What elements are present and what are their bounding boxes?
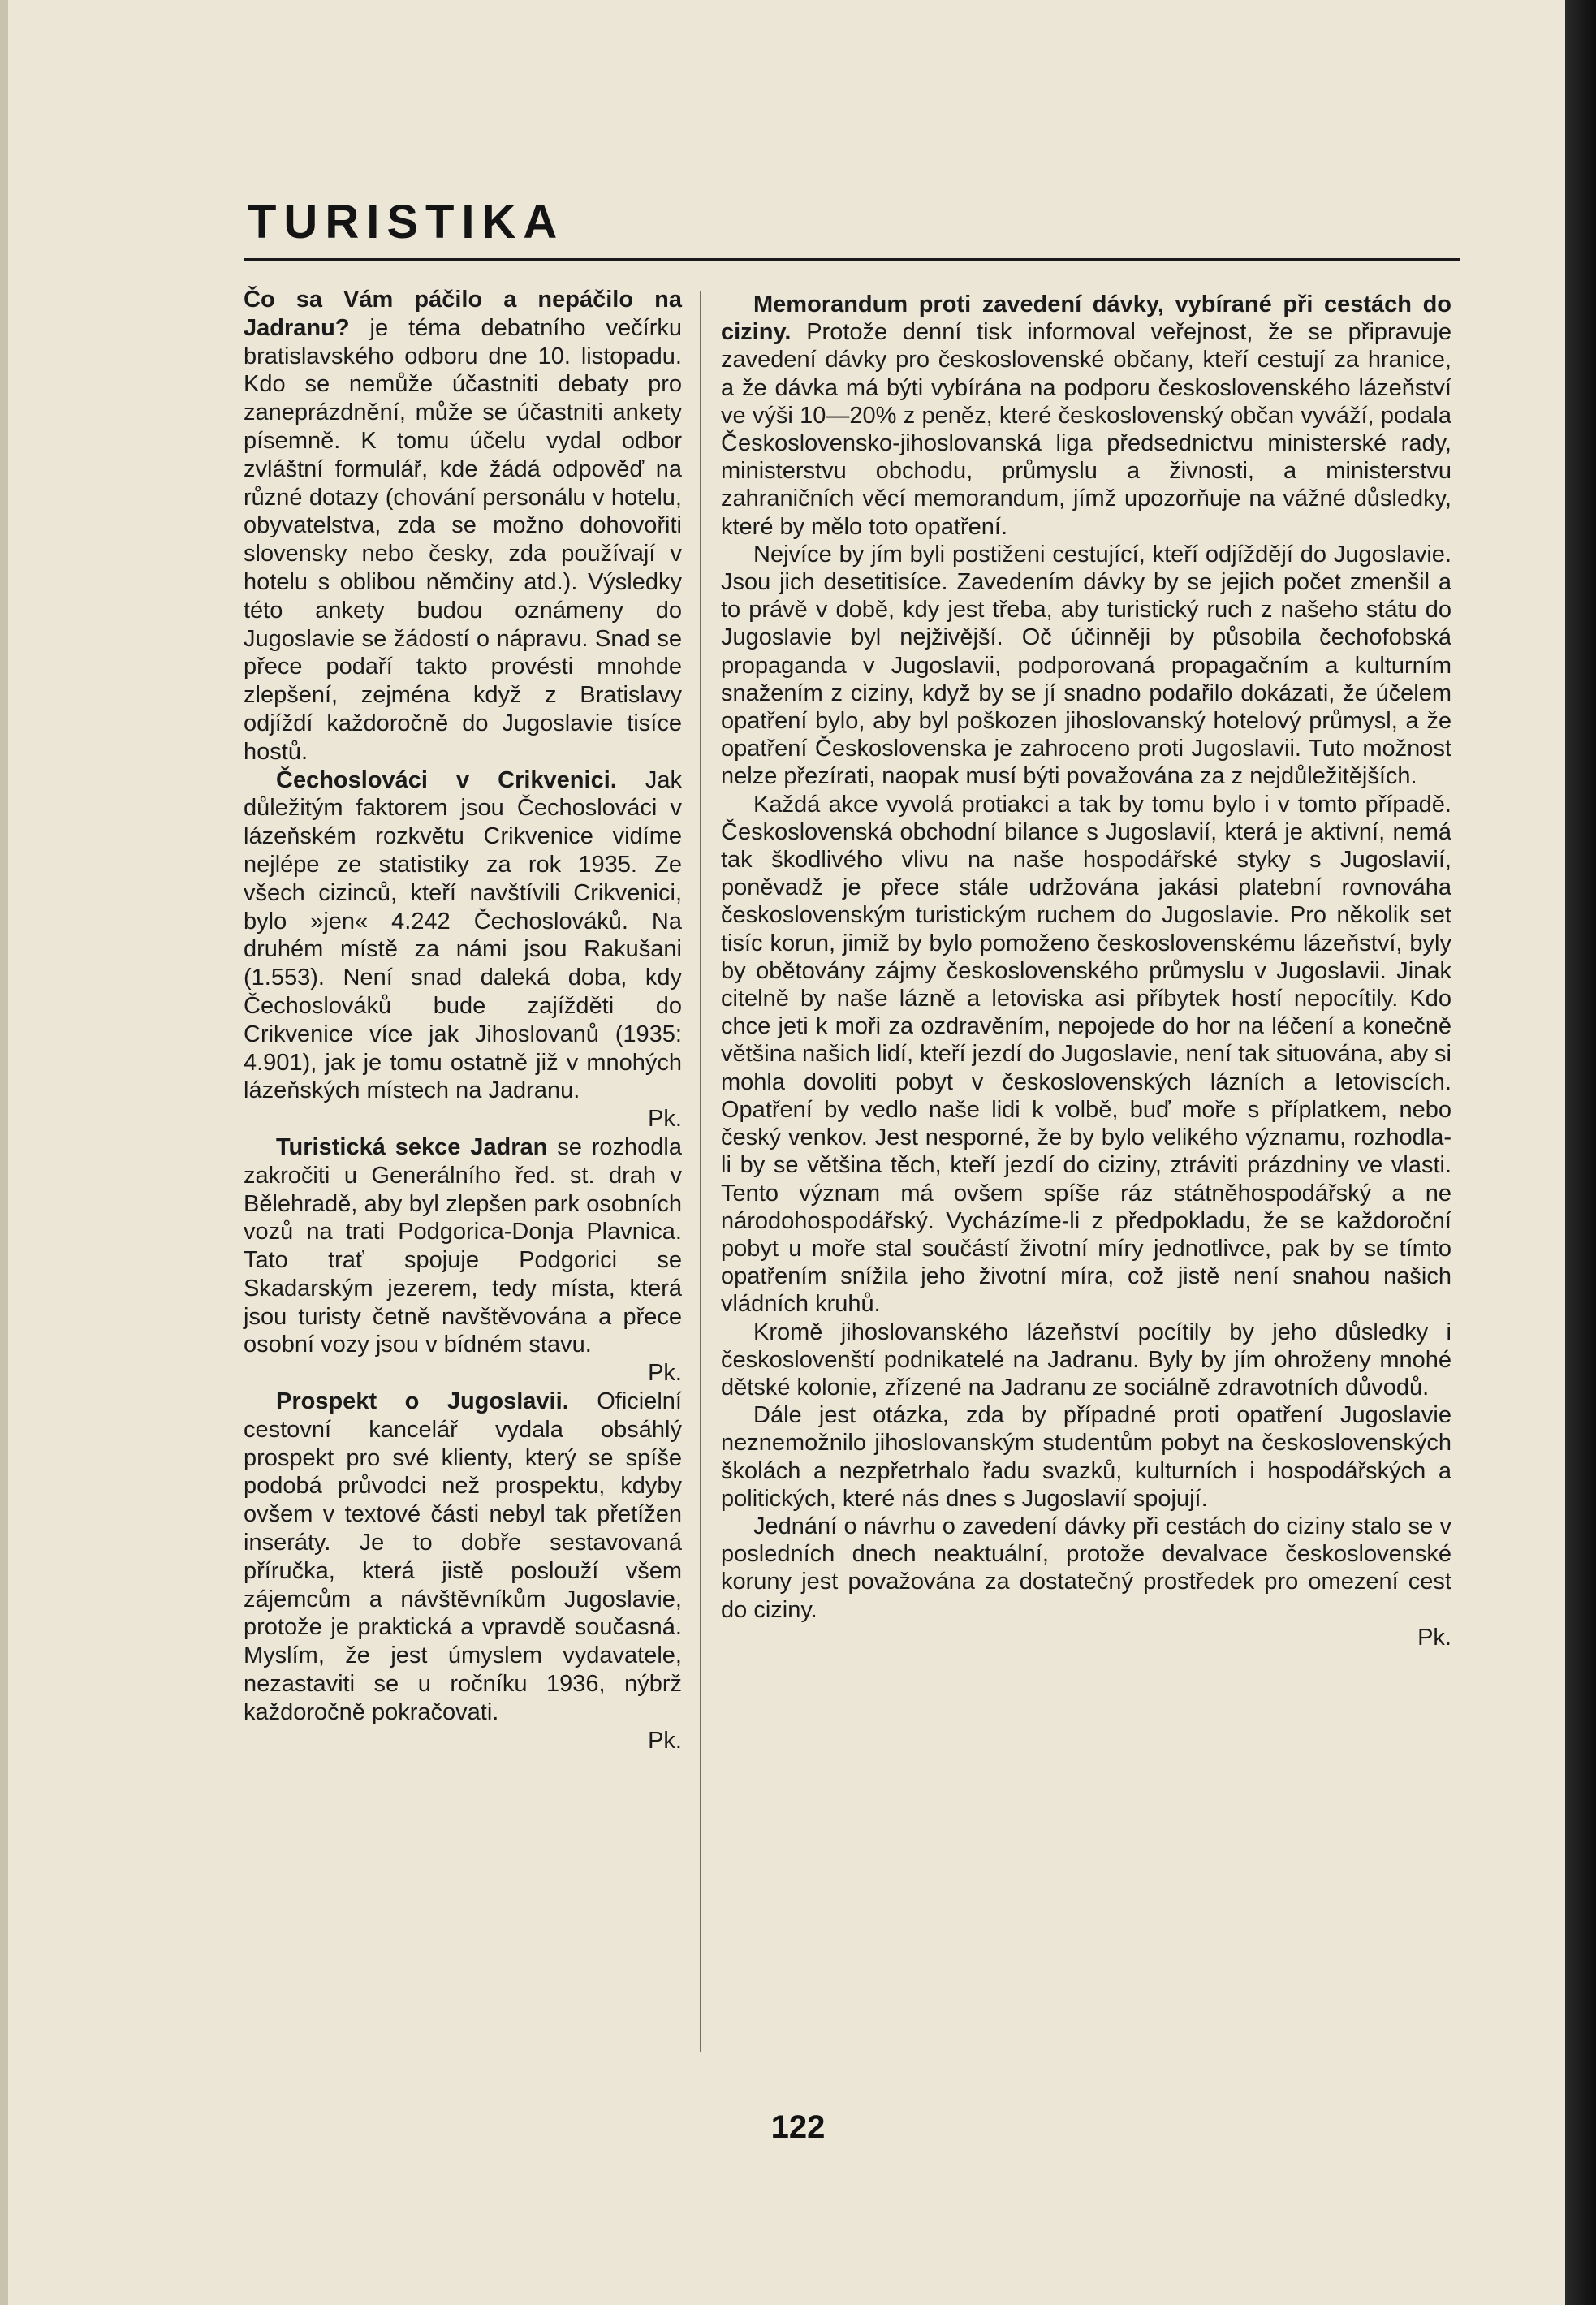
article-3 — [244, 1133, 682, 1388]
memorandum-p6 — [721, 1513, 1451, 1651]
right-column — [721, 291, 1451, 1651]
article-2-title: Čechoslováci v Crikvenici. — [276, 766, 617, 793]
memorandum-signature: Pk. — [1417, 1624, 1451, 1651]
memorandum-p2: Nejvíce by jím byli postiženi cestující, kteří odjíždějí do Jugoslavie. Jsou jich desetitisíce. Zavedením dávky by se jejich počet zmenšil a to právě v době, kdy jest třeba, aby turistický ruch z našeho státu do Jugoslavie byl nejživější. Oč účinněji by působila čechofobská propaganda v Jugoslavii, podporovaná propagačním a kulturním snažením z ciziny, když by se jí snadno podařilo dokázati, že účelem opatření bylo, aby byl poškozen jihoslovanský hotelový průmysl, a že opatření Československa je zahroceno proti Jugoslavii. Tuto možnost nelze přezírati, naopak musí býti považována za z nejdůležitějších. — [721, 541, 1451, 790]
section-title: TURISTIKA — [248, 196, 565, 248]
article-4-signature: Pk. — [648, 1727, 682, 1754]
page-binding-shadow — [1565, 0, 1596, 2305]
left-column — [244, 286, 682, 1755]
header-rule — [244, 258, 1460, 261]
article-1-title: Čo sa Vám páčilo a nepáčilo na Jadranu? — [244, 287, 682, 341]
page-left-edge — [0, 0, 8, 2305]
article-2-signature: Pk. — [648, 1106, 682, 1133]
article-4-title: Prospekt o Jugoslavii. — [276, 1388, 569, 1415]
memorandum-p5: Dále jest otázka, zda by případné proti opatření Jugoslavie neznemožnilo jihoslovanským studentům pobyt na československých školách a nezpřetrhalo řadu svazků, kulturních i hospodářských a politických, které nás dnes s Jugoslavií spojují. — [721, 1402, 1451, 1512]
article-3-text: se rozhodla zakročiti u Generálního řed. st. drah v Bělehradě, aby byl zlepšen park osobních vozů na trati Podgorica-Donja Plavnica. Tato trať spojuje Podgorici se Skadarským jezerem, tedy místa, která jsou turisty četně navštěvována a přece osobní vozy jsou v bídném stavu. — [244, 1133, 683, 1358]
page-number: 122 — [770, 2109, 826, 2145]
article-1 — [244, 286, 682, 766]
article-2 — [244, 766, 682, 1133]
memorandum-p1 — [721, 291, 1451, 541]
memorandum-p6-text: Jednání o návrhu o zavedení dávky při cestách do ciziny stalo se v posledních dnech neaktuální, protože devalvace československé koruny jest považována za dostatečný prostředek pro omezení cest do ciziny. — [721, 1513, 1451, 1623]
memorandum-p1-text: Protože denní tisk informoval veřejnost, že se připravuje zavedení dávky pro československé občany, kteří cestují za hranice, a že dávka má býti vybírána na podporu československého lázeňství ve výši 10—20% z peněz, které československý občan vyváží, podala Československo-jihoslovanská liga předsednictvu ministerské rady, ministerstvu obchodu, průmyslu a živnosti, a ministerstvu zahraničních věcí memorandum, jímž upozorňuje na vážné důsledky, které by mělo toto opatření. — [721, 319, 1452, 540]
article-4-text: Oficielní cestovní kancelář vydala obsáhlý prospekt pro své klienty, který se spíše podobá průvodci než prospektu, kdyby ovšem v textové části nebyl tak přetížen inseráty. Je to dobře sestavovaná příručka, která jistě poslouží všem zájemcům a návštěvníkům Jugoslavie, protože je praktická a vpravdě současná. Myslím, že jest úmyslem vydavatele, nezastaviti se u ročníku 1936, nýbrž každoročně pokračovati. — [244, 1388, 682, 1725]
article-1-text: je téma debatního večírku bratislavského odboru dne 10. listopadu. Kdo se nemůže účastniti debaty pro zaneprázdnění, může se účastniti ankety písemně. K tomu účelu vydal odbor zvláštní formulář, kde žádá odpověď na různé dotazy (chování personálu v hotelu, obyvatelstva, zda se možno dohovořiti slovensky nebo česky, zda používají v hotelu s oblibou němčiny atd.). Výsledky této ankety budou oznámeny do Jugoslavie se žádostí o nápravu. Snad se přece podaří takto provésti mnohde zlepšení, zejména když z Bratislavy odjíždí každoročně do Jugoslavie tisíce hostů. — [244, 314, 682, 765]
article-3-title: Turistická sekce Jadran — [276, 1133, 548, 1160]
column-divider — [700, 291, 701, 2052]
memorandum-p3: Každá akce vyvolá protiakci a tak by tomu bylo i v tomto případě. Československá obchodní bilance s Jugoslavií, která je aktivní, nemá tak škodlivého vlivu na naše hospodářské styky s Jugoslavií, poněvadž je přece stále udržována jakási platební rovnováha československým turistickým ruchem do Jugoslavie. Pro několik set tisíc korun, jimiž by bylo pomoženo československému lázeňství, byly by obětovány zájmy československého průmyslu v Jugoslavii. Jinak citelně by naše lázně a letoviska asi příbytek hostí nepocítily. Kdo chce jeti k moři za ozdravěním, nepojede do hor na léčení a konečně většina našich lidí, kteří jezdí do Jugoslavie, není tak situována, aby si mohla dovoliti pobyt v československých lázních a letoviscích. Opatření by vedlo naše lidi k volbě, buď moře s příplatkem, nebo český venkov. Jest nesporné, že by bylo velikého významu, rozhodla-li by se většina těch, kteří jezdí do ciziny, ztráviti prázdniny ve vlasti. Tento význam má ovšem spíše ráz státněhospodářský a ne národohospodářský. Vycházíme-li z předpokladu, že se každoroční pobyt u moře stal součástí životní míry jednotlivce, pak by se tímto opatřením snížila jeho životní míra, což jistě není snahou našich vládních kruhů. — [721, 791, 1451, 1318]
article-2-text: Jak důležitým faktorem jsou Čechoslováci v lázeňském rozkvětu Crikvenice vidíme nejlépe ze statistiky za rok 1935. Ze všech cizinců, kteří navštívili Crikvenici, bylo »jen« 4.242 Čechoslováků. Na druhém místě za námi jsou Rakušani (1.553). Není snad daleká doba, kdy Čechoslováků bude zajížděti do Crikvenice více jak Jihoslovanů (1935: 4.901), jak je tomu ostatně již v mnohých lázeňských místech na Jadranu. — [244, 766, 682, 1104]
article-3-signature: Pk. — [648, 1360, 682, 1387]
article-4 — [244, 1388, 682, 1755]
memorandum-title: Memorandum proti zavedení dávky, vybírané při cestách do ciziny. — [721, 291, 1451, 346]
memorandum-p4: Kromě jihoslovanského lázeňství pocítily by jeho důsledky i českoslovenští podnikatelé na Jadranu. Byly by jím ohroženy mnohé dětské kolonie, zřízené na Jadranu ze sociálně zdravotních důvodů. — [721, 1319, 1451, 1401]
